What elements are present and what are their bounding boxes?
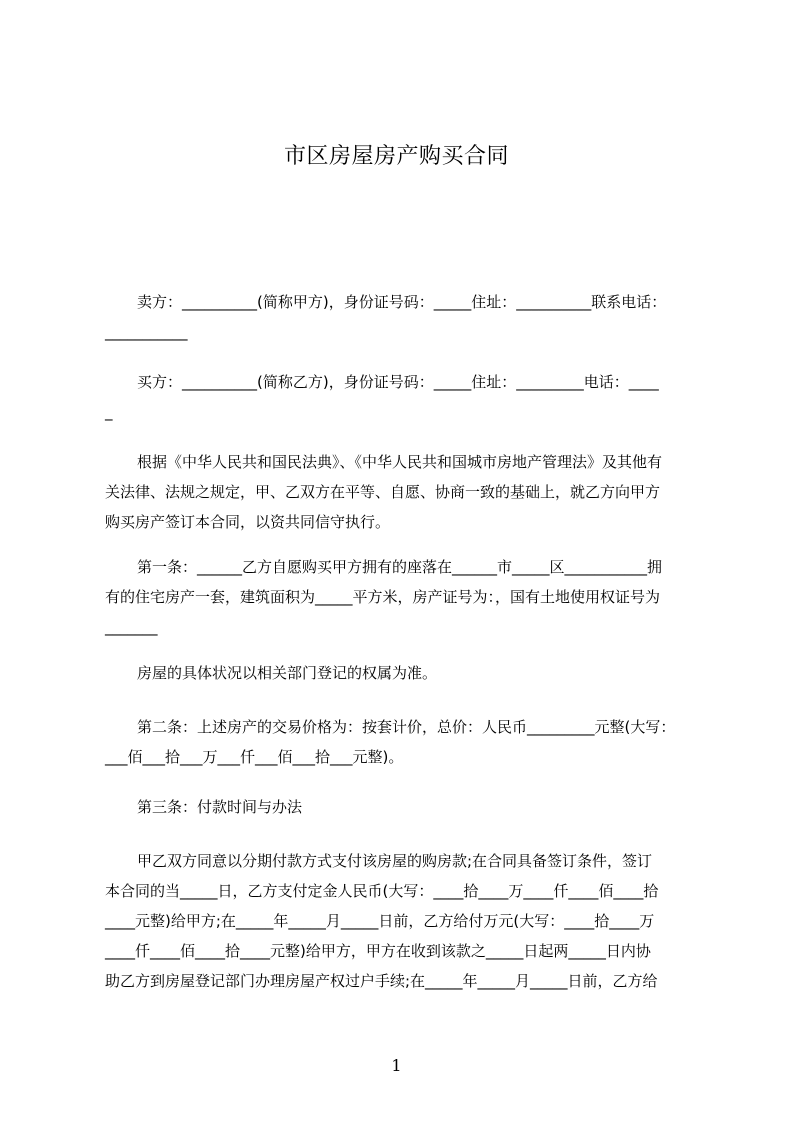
property-status-line-1: 房屋的具体状况以相关部门登记的权属为准。 xyxy=(137,664,438,682)
buyer-line-2: _ xyxy=(105,403,113,421)
payment-line-2: 本合同的当_____日，乙方支付定金人民币(大写：____拾____万____仟____佰____拾 xyxy=(105,882,659,900)
document-title: 市区房屋房产购买合同 xyxy=(283,144,509,169)
buyer-line-1: 买方：__________(简称乙方)，身份证号码：_____住址：_________电话：____ xyxy=(137,373,659,391)
page-number: 1 xyxy=(391,1056,402,1075)
article-1-line-3: _______ xyxy=(105,618,158,636)
seller-line-2: ___________ xyxy=(105,323,188,341)
payment-line-5: 助乙方到房屋登记部门办理房屋产权过户手续;在_____年_____月_____日前，乙方给 xyxy=(105,972,658,990)
article-1-line-2: 有的住宅房产一套，建筑面积为_____平方米，房产证号为：，国有土地使用权证号为 xyxy=(105,588,661,606)
article-2-line-1: 第二条：上述房产的交易价格为：按套计价，总价：人民币_________元整(大写： xyxy=(137,718,676,736)
article-3-heading: 第三条：付款时间与办法 xyxy=(137,798,303,816)
payment-line-4: ____仟____佰____拾____元整)给甲方，甲方在收到该款之_____日起两_____日内协 xyxy=(105,942,651,960)
preamble-line-2: 关法律、法规之规定，甲、乙双方在平等、自愿、协商一致的基础上，就乙方向甲方 xyxy=(105,483,661,501)
payment-line-1: 甲乙双方同意以分期付款方式支付该房屋的购房款;在合同具备签订条件，签订 xyxy=(137,852,653,870)
preamble-line-1: 根据《中华人民共和国民法典》、《中华人民共和国城市房地产管理法》及其他有 xyxy=(137,453,663,471)
seller-line-1: 卖方：__________(简称甲方)，身份证号码：_____住址：__________联系电话： xyxy=(137,293,667,311)
article-2-line-2: ___佰___拾___万___仟___佰___拾___元整)。 xyxy=(105,748,404,766)
preamble-line-3: 购买房产签订本合同，以资共同信守执行。 xyxy=(105,513,391,531)
payment-line-3: ____元整)给甲方;在_____年_____月_____日前，乙方给付万元(大写：____拾____万 xyxy=(105,912,655,930)
article-1-line-1: 第一条：______乙方自愿购买甲方拥有的座落在______市_____区___________拥 xyxy=(137,558,663,576)
